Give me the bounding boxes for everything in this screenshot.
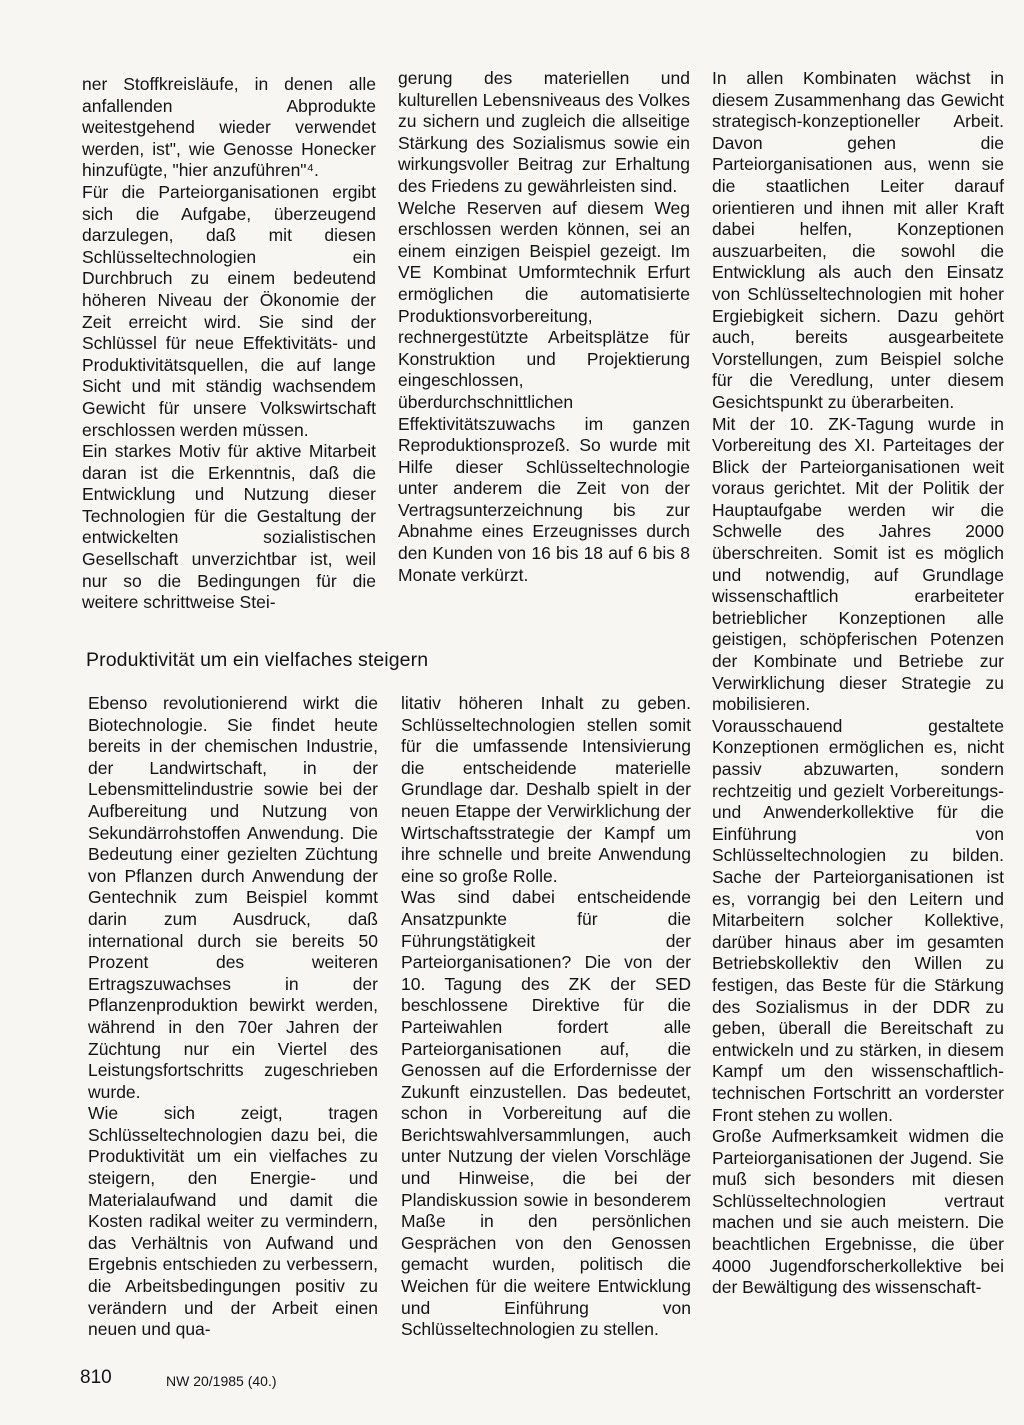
column-3 [712, 68, 1004, 1299]
paragraph: Mit der 10. ZK-Tagung wurde in Vorbereitung des XI. Parteitages der Blick der Parteiorganisationen weit voraus gerichtet. Mit der Politik der Hauptaufgabe werden wir die Schwelle des Jahres 2000 überschreiten. Somit ist es möglich und notwendig, auf Grundlage wissenschaftlich erarbeiteter betrieblicher Konzeptionen alle geistigen, schöpferischen Potenzen der Kombinate und Betriebe zur Verwirklichung dieser Strategie zu mobilisieren. [712, 413, 1004, 715]
page-number: 810 [80, 1367, 112, 1388]
column-1-top [82, 74, 376, 614]
paragraph: Wie sich zeigt, tragen Schlüsseltechnologien dazu bei, die Produktivität um ein vielfaches zu steigern, den Energie- und Materialaufwand und damit die Kosten radikal weiter zu vermindern, das Verhältnis von Aufwand und Ergebnis entschieden zu verbessern, die Arbeitsbedingungen positiv zu verändern und der Arbeit einen neuen und qua- [88, 1103, 378, 1340]
paragraph: Welche Reserven auf diesem Weg erschlossen werden können, sei an einem einzigen Beispiel gezeigt. Im VE Kombinat Umformtechnik Erfurt ermöglichen die automatisierte Produktionsvorbereitung, rechnergestützte Arbeitsplätze für Konstruktion und Projektierung eingeschlossen, überdurchschnittlichen Effektivitätszuwachs im ganzen Reproduktionsprozeß. So wurde mit Hilfe dieser Schlüsseltechnologie unter anderem die Zeit von der Vertragsunterzeichnung bis zur Abnahme eines Erzeugnisses durch den Kunden von 16 bis 18 auf 6 bis 8 Monate verkürzt. [398, 197, 690, 585]
paragraph: Große Aufmerksamkeit widmen die Parteiorganisationen der Jugend. Sie muß sich besonders mit diesen Schlüsseltechnologien vertraut machen und sie auch meistern. Die beachtlichen Ergebnisse, die über 4000 Jugendforscherkollektive bei der Bewältigung des wissenschaft- [712, 1126, 1004, 1298]
paragraph: Ebenso revolutionierend wirkt die Biotechnologie. Sie findet heute bereits in der chemischen Industrie, der Landwirtschaft, in der Lebensmittelindustrie sowie bei der Aufbereitung und Nutzung von Sekundärrohstoffen Anwendung. Die Bedeutung einer gezielten Züchtung von Pflanzen durch Anwendung der Gentechnik zum Beispiel kommt darin zum Ausdruck, daß international durch sie bereits 50 Prozent des weiteren Ertragszuwachses in der Pflanzenproduktion bewirkt werden, während in den 70er Jahren der Züchtung nur ein Viertel des Leistungsfortschritts zugeschrieben wurde. [88, 693, 378, 1102]
section-heading: Produktivität um ein vielfaches steigern [86, 649, 429, 671]
column-2-bottom [401, 693, 691, 1341]
paragraph: Für die Parteiorganisationen ergibt sich die Aufgabe, überzeugend darzulegen, daß mit diesen Schlüsseltechnologien ein Durchbruch zu einem bedeutend höheren Niveau der Ökonomie der Zeit erreicht wird. Sie sind der Schlüssel für neue Effektivitäts- und Produktivitätsquellen, die auf lange Sicht und mit ständig wachsendem Gewicht für unsere Volkswirtschaft erschlossen werden müssen. [82, 181, 376, 440]
issue-reference: NW 20/1985 (40.) [166, 1373, 277, 1389]
paragraph: Was sind dabei entscheidende Ansatzpunkte für die Führungstätigkeit der Parteiorganisationen? Die von der 10. Tagung des ZK der SED beschlossene Direktive für die Parteiwahlen fordert alle Parteiorganisationen auf, die Genossen auf die Erfordernisse der Zukunft einzustellen. Das bedeutet, schon in Vorbereitung auf die Berichtswahlversammlungen, auch unter Nutzung der vielen Vorschläge und Hinweise, die bei der Plandiskussion sowie in besonderem Maße in den persönlichen Gesprächen von den Genossen gemacht wurden, politisch die Weichen für die weitere Entwicklung und Einführung von Schlüsseltechnologien zu stellen. [401, 887, 691, 1340]
paragraph: Vorausschauend gestaltete Konzeptionen ermöglichen es, nicht passiv abzuwarten, sondern rechtzeitig und gezielt Vorbereitungs- und Anwenderkollektive für die Einführung von Schlüsseltechnologien zu bilden. Sache der Parteiorganisationen ist es, vorrangig bei den Leitern und Mitarbeitern solcher Kollektive, darüber hinaus aber im gesamten Betriebskollektiv den Willen zu festigen, das Beste für die Stärkung des Sozialismus in der DDR zu geben, überall die Bereitschaft zu entwickeln und zu stärken, in diesem Kampf um den wissenschaftlich-technischen Fortschritt an vorderster Front stehen zu wollen. [712, 715, 1004, 1125]
paragraph: In allen Kombinaten wächst in diesem Zusammenhang das Gewicht strategisch-konzeptioneller Arbeit. Davon gehen die Parteiorganisationen aus, wenn sie die staatlichen Leiter darauf orientieren und ihnen mit aller Kraft dabei helfen, Konzeptionen auszuarbeiten, die sowohl die Entwicklung als auch den Einsatz von Schlüsseltechnologien mit hoher Ergiebigkeit sichern. Dazu gehört auch, bereits ausgearbeitete Vorstellungen, zum Beispiel solche für die Veredlung, unter diesem Gesichtspunkt zu überarbeiten. [712, 68, 1004, 412]
paragraph: gerung des materiellen und kulturellen Lebensniveaus des Volkes zu sichern und zugleich die allseitige Stärkung des Sozialismus sowie ein wirkungsvoller Beitrag zur Erhaltung des Friedens zu gewährleisten sind. [398, 68, 690, 196]
paragraph: ner Stoffkreisläufe, in denen alle anfallenden Abprodukte weitestgehend wieder verwendet werden, ist", wie Genosse Honecker hinzufügte, "hier anzuführen"⁴. [82, 74, 376, 181]
paragraph: Ein starkes Motiv für aktive Mitarbeit daran ist die Erkenntnis, daß die Entwicklung und Nutzung dieser Technologien für die Gestaltung der entwickelten sozialistischen Gesellschaft unverzichtbar ist, weil nur so die Bedingungen für die weitere schrittweise Stei- [82, 441, 376, 613]
column-2-top [398, 68, 690, 586]
column-1-bottom [88, 693, 378, 1341]
paragraph: litativ höheren Inhalt zu geben. Schlüsseltechnologien stellen somit für die umfassende Intensivierung die entscheidende materielle Grundlage dar. Deshalb spielt in der neuen Etappe der Verwirklichung der Wirtschaftsstrategie der Kampf um ihre schnelle und breite Anwendung eine so große Rolle. [401, 693, 691, 886]
